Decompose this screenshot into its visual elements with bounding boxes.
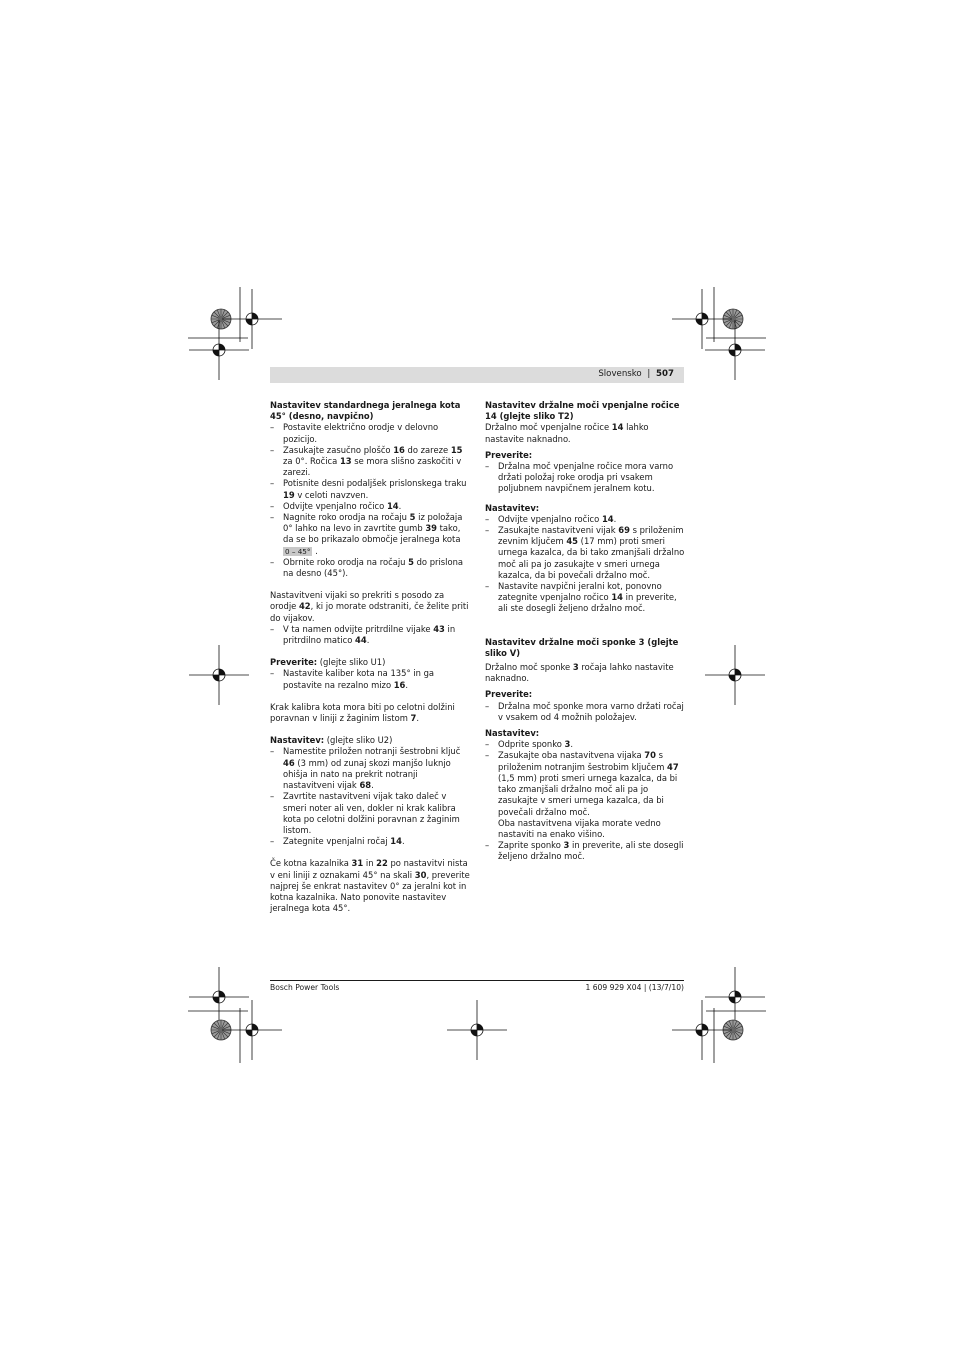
header-separator: | [647, 369, 651, 379]
check1-list [270, 668, 470, 690]
paragraph: Krak kalibra kota mora biti po celotni dolžini poravnan v liniji z žaginim listom 7. [270, 701, 455, 724]
list-item: – Obrnite roko orodja na ročaju 5 do prislona na desno (45°). [270, 557, 470, 579]
para1-list [270, 624, 470, 646]
adjust-label: Nastavitev: [485, 502, 540, 513]
page-number: 507 [656, 369, 674, 379]
list-item: – Postavite električno orodje v delovno pozicijo. [270, 422, 470, 444]
footer-doc-number: 1 609 929 X04 | (13/7/10) [585, 983, 684, 992]
paragraph: Držalno moč sponke 3 ročaja lahko nastavite naknadno. [485, 662, 674, 684]
header-language: Slovensko [598, 369, 642, 379]
list-item: – Zategnite vpenjalni ročaj 14. [270, 836, 470, 847]
list-item: – Nastavite kaliber kota na 135° in ga postavite na rezalno mizo 16. [270, 668, 470, 690]
list-item: – Nagnite roko orodja na ročaju 5 iz položaja 0° lahko na levo in zavrtite gumb 39 tako, da se bo prikazalo območje jeralnega kota 0 – 45° . [270, 512, 470, 557]
section-heading-clamping-lever: Nastavitev držalne moči vpenjalne ročice 14 (glejte sliko T2) [485, 400, 680, 422]
section1-list [270, 422, 470, 579]
header-text [598, 369, 674, 379]
list-item: – Držalna moč vpenjalne ročice mora varno držati položaj roke orodja pri vsakem poljubnem navpičnem jeralnem kotu. [485, 461, 687, 495]
list-item: – Odvijte vpenjalno ročico 14. [485, 514, 687, 525]
list-item: – Zaprite sponko 3 in preverite, ali ste dosegli željeno držalno moč. [485, 840, 687, 862]
note: Oba nastavitvena vijaka morate vedno nastaviti na enako višino. [498, 817, 661, 839]
adjust-label: Nastavitev: (glejte sliko U2) [270, 735, 393, 746]
list-item: – Odvijte vpenjalno ročico 14. [270, 501, 470, 512]
adjust-label: Nastavitev: [485, 728, 540, 739]
list-item: – Držalna moč sponke mora varno držati ročaj v vsakem od 4 možnih položajev. [485, 701, 687, 723]
paragraph: Nastavitveni vijaki so prekriti s posodo za orodje 42, ki jo morate odstraniti, če želite priti do vijakov. [270, 590, 469, 623]
list-item: – Zasukajte oba nastavitvena vijaka 70 s priloženim notranjim šestrobim ključem 47 (1,5 mm) proti smeri urnega kazalca, da bi tako zmanjšali držalno moč ali pa jo zasukajte v smeri urnega kazalca, da bi povečali držalno moč. Oba nastavitvena vijaka morate vedno nastaviti na enako višino. [485, 750, 687, 840]
check-label: Preverite: [485, 689, 533, 700]
check3-list [485, 701, 687, 723]
list-item: – V ta namen odvijte pritrdilne vijake 43 in pritrdilno matico 44. [270, 624, 470, 646]
check-label: Preverite: (glejte sliko U1) [270, 657, 386, 668]
list-item: – Zasukajte zasučno ploščo 16 do zareze 15 za 0°. Ročica 13 se mora slišno zaskočiti v zarezi. [270, 445, 470, 479]
section-heading-45-degree: Nastavitev standardnega jeralnega kota 45° (desno, navpično) [270, 400, 461, 422]
footer-divider [270, 980, 684, 981]
paragraph: Držalno moč vpenjalne ročice 14 lahko nastavite naknadno. [485, 422, 649, 444]
adjust2-list [485, 514, 687, 615]
list-item: – Potisnite desni podaljšek prislonskega traku 19 v celoti navzven. [270, 478, 470, 500]
check-label: Preverite: [485, 449, 533, 460]
miter-range-display: 0 – 45° [285, 546, 311, 556]
adjust3-list [485, 739, 687, 862]
right-column [485, 400, 687, 863]
left-column [270, 400, 470, 914]
section-heading-clamp: Nastavitev držalne moči sponke 3 (glejte sliko V) [485, 636, 679, 658]
list-item: – Namestite priložen notranji šestrobni ključ 46 (3 mm) od zunaj skozi manjšo luknjo ohišja in nato na prekrit notranji nastavitveni vijak 68. [270, 746, 470, 791]
list-item: – Nastavite navpični jeralni kot, ponovno zategnite vpenjalno ročico 14 in preverite, ali ste dosegli željeno držalno moč. [485, 581, 687, 615]
list-item: – Zasukajte nastavitveni vijak 69 s priloženim zevnim ključem 45 (17 mm) proti smeri urnega kazalca, da bi tako zmanjšali držalno moč ali pa jo zasukajte v smeri urnega kazalca, da bi povečali držalno moč. [485, 525, 687, 581]
adjust1-list [270, 746, 470, 847]
paragraph: Če kotna kazalnika 31 in 22 po nastavitvi nista v eni liniji z oznakami 45° na skali 30, preverite najprej še enkrat nastavitev 0° za jeralni kot in kotna kazalnika. Nato ponovite nastavitev jeralnega kota 45°. [270, 858, 470, 914]
check2-list [485, 461, 687, 495]
header-bar [270, 367, 684, 383]
list-item: – Zavrtite nastavitveni vijak tako daleč v smeri noter ali ven, dokler ni krak kalibra kota po celotni dolžini poravnan z žaginim listom. [270, 791, 470, 836]
list-item: – Odprite sponko 3. [485, 739, 687, 750]
footer-brand: Bosch Power Tools [270, 983, 340, 992]
